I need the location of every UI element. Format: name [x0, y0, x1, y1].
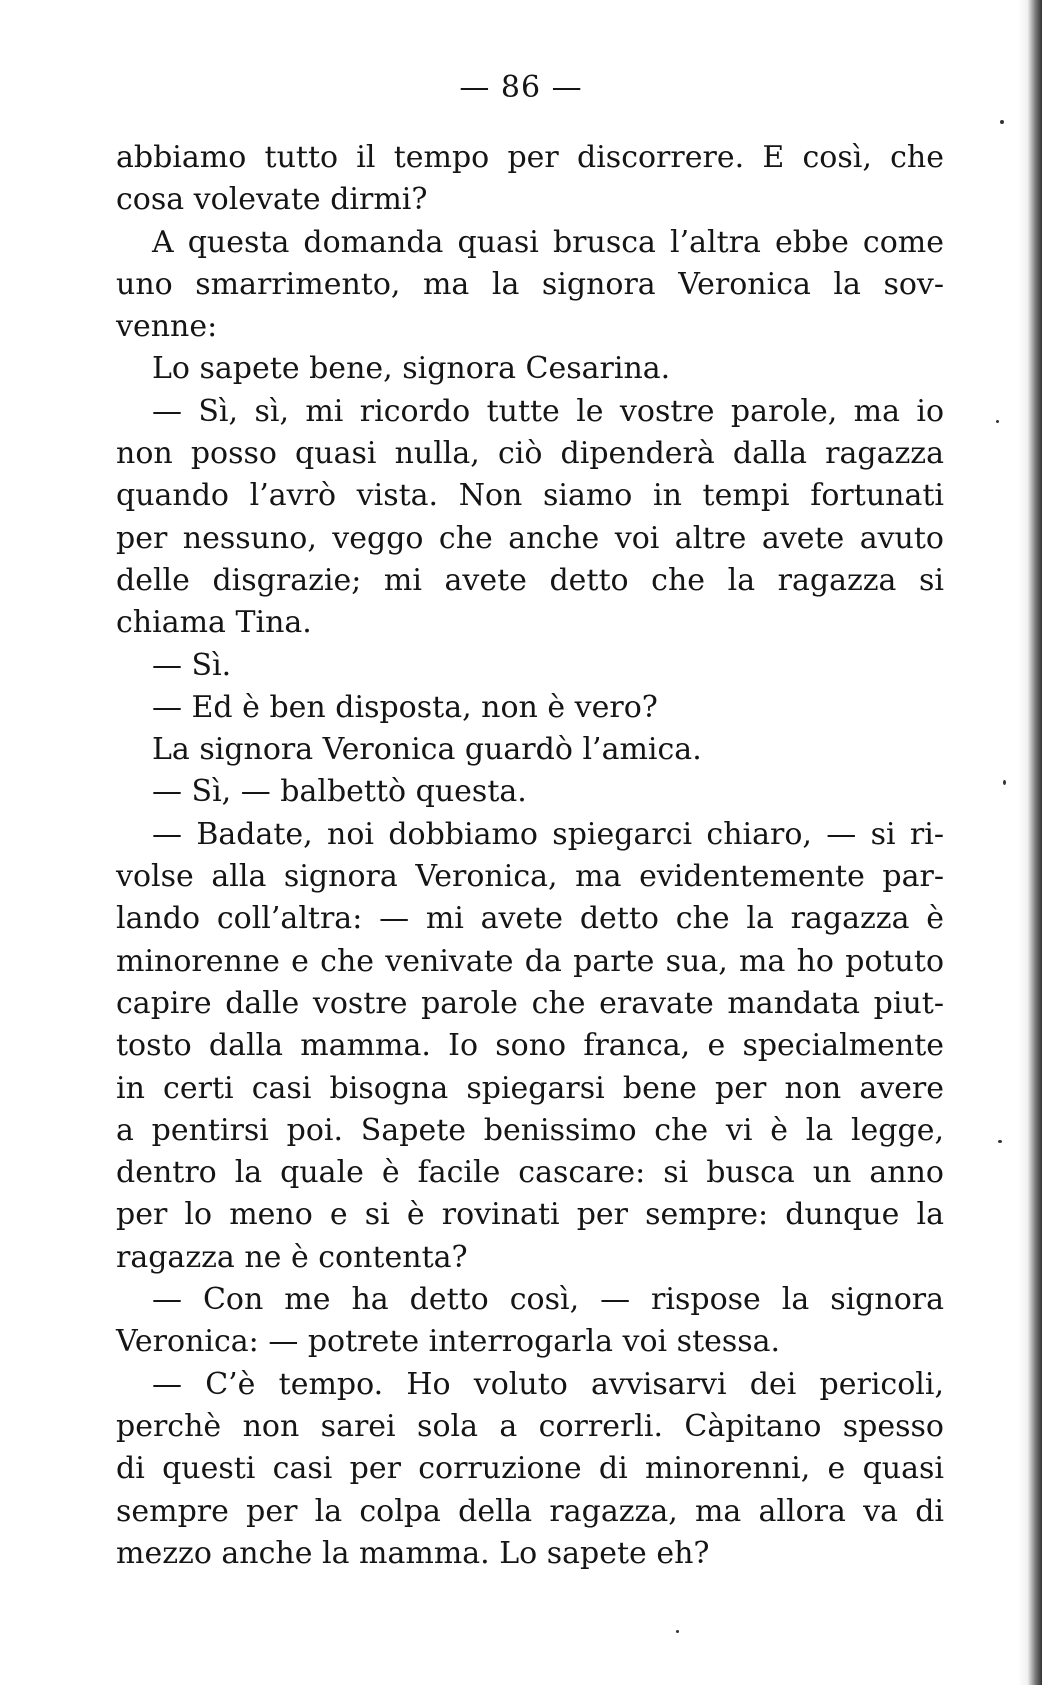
text-line: in certi casi bisogna spiegarsi bene per non avere [116, 1070, 944, 1106]
text-line: perchè non sarei sola a correrli. Càpitano spesso [116, 1408, 944, 1444]
text-line: capire dalle vostre parole che eravate mandata piut- [116, 985, 944, 1021]
text-line: — Sì, — balbettò questa. [152, 774, 527, 810]
text-line: mezzo anche la mamma. Lo sapete eh? [116, 1535, 710, 1571]
text-line: tosto dalla mamma. Io sono franca, e specialmente [116, 1028, 944, 1064]
text-line: quando l’avrò vista. Non siamo in tempi fortunati [116, 478, 944, 514]
text-line: ragazza ne è contenta? [116, 1239, 468, 1275]
text-line: a pentirsi poi. Sapete benissimo che vi è la legge, [116, 1112, 944, 1148]
page-number: — 86 — [459, 70, 583, 105]
text-line: — Ed è ben disposta, non è vero? [152, 689, 658, 725]
text-line: A questa domanda quasi brusca l’altra ebbe come [152, 224, 944, 260]
text-line: per lo meno e si è rovinati per sempre: dunque la [116, 1197, 944, 1233]
text-line: minorenne e che venivate da parte sua, ma ho potuto [116, 943, 944, 979]
text-line: Lo sapete bene, signora Cesarina. [152, 351, 671, 387]
text-line: chiama Tina. [116, 605, 312, 641]
text-line: — C’è tempo. Ho voluto avvisarvi dei pericoli, [152, 1366, 944, 1402]
scan-speck [676, 1630, 679, 1633]
scan-edge-shadow [1018, 0, 1042, 1685]
body-text [116, 137, 944, 1575]
text-line: Veronica: — potrete interrogarla voi stessa. [116, 1324, 781, 1360]
text-line: abbiamo tutto il tempo per discorrere. E così, che [116, 140, 944, 175]
scan-speck [996, 420, 999, 423]
text-line: di questi casi per corruzione di minorenni, e quasi [116, 1451, 944, 1487]
text-line: sempre per la colpa della ragazza, ma allora va di [116, 1493, 944, 1529]
scan-speck [1000, 120, 1004, 124]
text-line: lando coll’altra: — mi avete detto che la ragazza è [116, 901, 944, 937]
text-line: venne: [116, 309, 218, 345]
text-line: — Badate, noi dobbiamo spiegarci chiaro, — si ri- [152, 816, 944, 852]
text-line: delle disgrazie; mi avete detto che la ragazza si [116, 562, 944, 598]
text-line: uno smarrimento, ma la signora Veronica la sov- [116, 266, 944, 302]
text-line: La signora Veronica guardò l’amica. [152, 732, 702, 768]
text-line: non posso quasi nulla, ciò dipenderà dalla ragazza [116, 436, 944, 472]
text-line: — Sì, sì, mi ricordo tutte le vostre parole, ma io [152, 393, 944, 429]
text-line: volse alla signora Veronica, ma evidentemente par- [116, 859, 944, 895]
scan-speck [998, 1140, 1002, 1143]
text-line: per nessuno, veggo che anche voi altre avete avuto [116, 520, 944, 556]
scan-speck [1003, 780, 1006, 785]
text-line: dentro la quale è facile cascare: si busca un anno [116, 1155, 944, 1191]
text-line: — Con me ha detto così, — rispose la signora [152, 1282, 944, 1318]
text-line: — Sì. [152, 647, 232, 683]
text-line: cosa volevate dirmi? [116, 182, 428, 218]
